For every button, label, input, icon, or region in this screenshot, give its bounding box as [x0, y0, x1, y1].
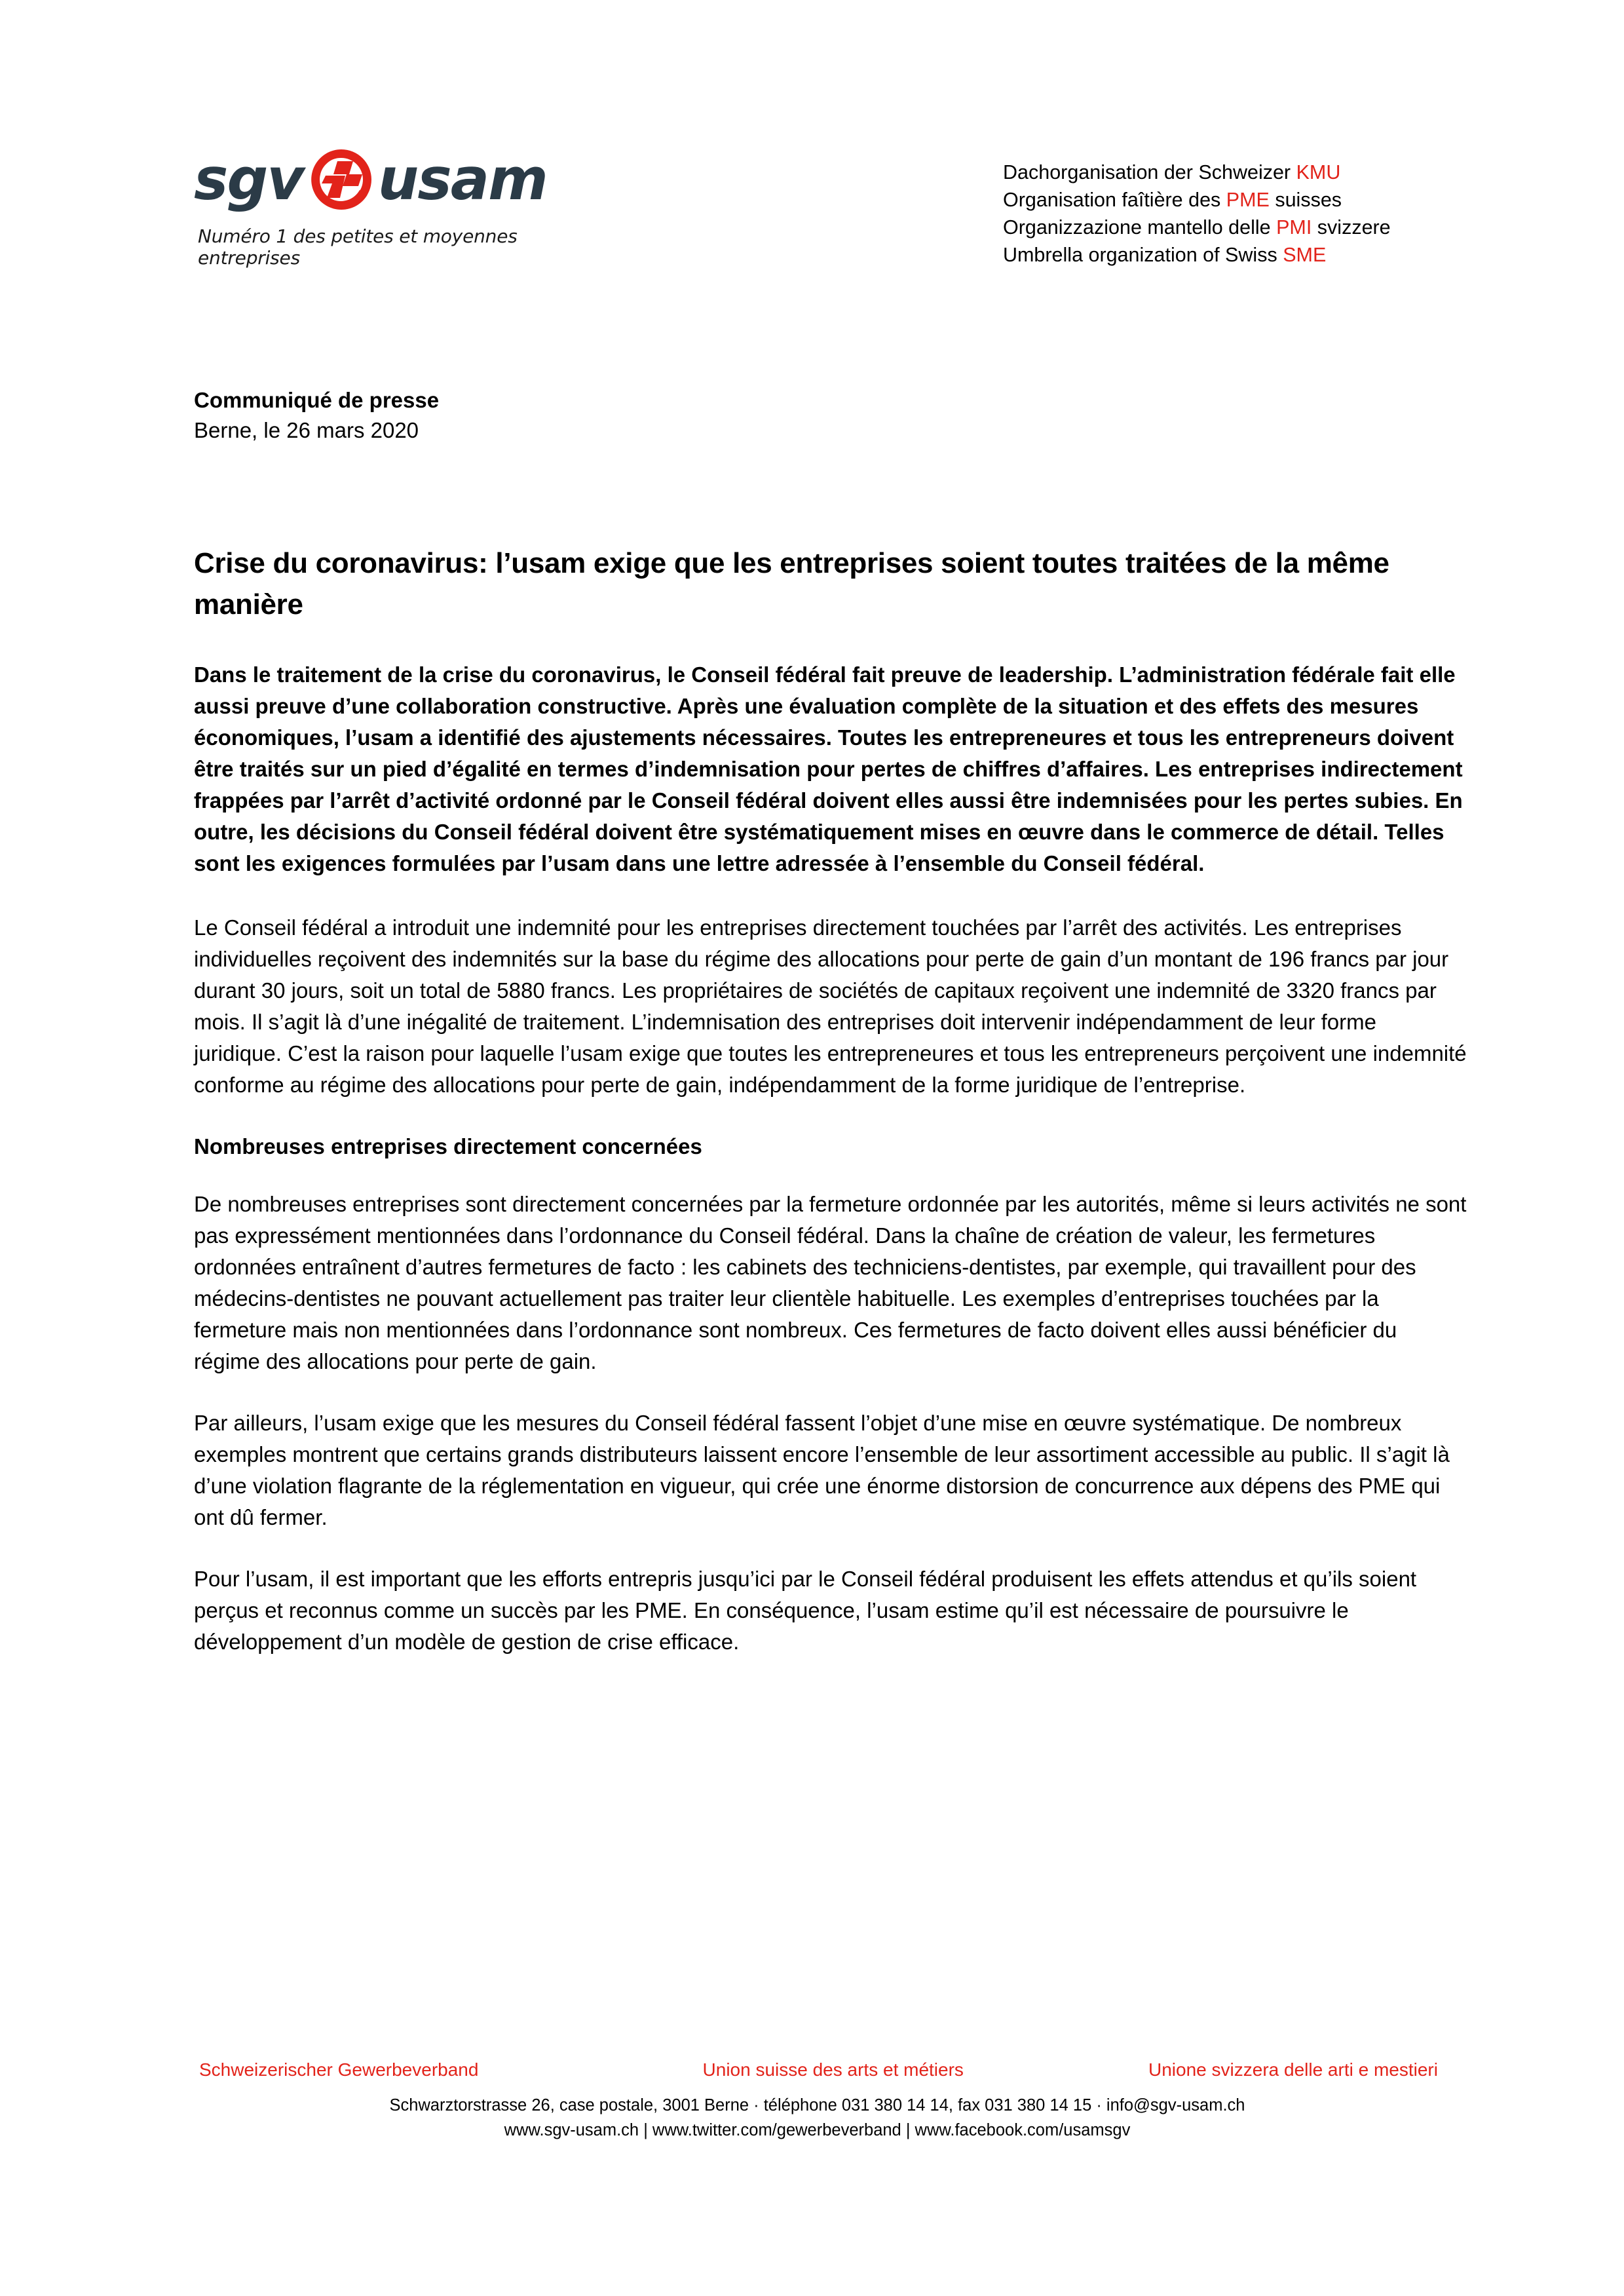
- dateline: Berne, le 26 mars 2020: [194, 418, 419, 442]
- document-footer: [194, 2057, 1441, 2143]
- footer-links-line[interactable]: www.sgv-usam.ch | www.twitter.com/gewerbeverband | www.facebook.com/usamsgv: [504, 2121, 1131, 2139]
- body-paragraph-4: Pour l’usam, il est important que les efforts entrepris jusqu’ici par le Conseil fédéral produisent les effets attendus et qu’ils soient perçus et reconnus comme un succès par les PME. En conséquence, l’usam estime qu’il est nécessaire de poursuivre le développement d’un modèle de gestion de crise efficace.: [194, 1567, 1417, 1654]
- org-line-fr-acronym: PME: [1226, 189, 1270, 211]
- footer-address-line: Schwarztorstrasse 26, case postale, 3001 Berne · téléphone 031 380 14 14, fax 031 380 14 15 · info@sgv-usam.ch: [389, 2096, 1245, 2114]
- logo-tagline: Numéro 1 des petites et moyennes entreprises: [198, 225, 518, 269]
- page-title: Crise du coronavirus: l’usam exige que les entreprises soient toutes traitées de la même manière: [194, 547, 1389, 621]
- logo-lockup: [194, 143, 613, 216]
- sgv-usam-logo: [194, 143, 613, 269]
- lead-paragraph: Dans le traitement de la crise du coronavirus, le Conseil fédéral fait preuve de leadership. L’administration fédérale fait elle aussi preuve d’une collaboration constructive. Après une évaluation complète de la situation et des effets des mesures économiques, l’usam a identifié des ajustements nécessaires. Toutes les entrepreneures et tous les entrepreneurs doivent être traités sur un pied d’égalité en termes d’indemnisation pour pertes de chiffres d’affaires. Les entreprises indirectement frappées par l’arrêt d’activité ordonné par le Conseil fédéral doivent elles aussi être indemnisées pour les pertes subies. En outre, les décisions du Conseil fédéral doivent être systématiquement mises en œuvre dans le commerce de détail. Telles sont les exigences formulées par l’usam dans une lettre adressée à l’ensemble du Conseil fédéral.: [194, 662, 1463, 875]
- logo-wordmark-sgv: sgv: [194, 145, 303, 213]
- article-content: [194, 543, 1468, 1688]
- footer-contact-details: [194, 2093, 1441, 2143]
- org-line-fr-text: Organisation faîtière des: [1003, 189, 1226, 211]
- org-line-en-acronym: SME: [1283, 244, 1327, 266]
- org-line-it-acronym: PMI: [1276, 216, 1312, 239]
- org-line-it-text: Organizzazione mantello delle: [1003, 216, 1277, 239]
- body-paragraph-2: De nombreuses entreprises sont directement concernées par la fermeture ordonnée par les autorités, même si leurs activités ne sont pas expressément mentionnées dans l’ordonnance du Conseil fédéral. Dans la chaîne de création de valeur, les fermetures ordonnées entraînent d’autres fermetures de facto : les cabinets des techniciens-dentistes, par exemple, qui travaillent pour des médecins-dentistes ne pouvant actuellement pas traiter leur clientèle habituelle. Les exemples d’entreprises touchées par la fermeture mais non mentionnées dans l’ordonnance sont nombreux. Ces fermetures de facto doivent elles aussi bénéficier du régime des allocations pour perte de gain.: [194, 1192, 1467, 1373]
- press-release-meta: [194, 385, 439, 446]
- footer-org-it: Unione svizzera delle arti e mestieri: [1148, 2059, 1438, 2080]
- org-line-it-suffix: svizzere: [1312, 216, 1391, 239]
- body-paragraph-1: Le Conseil fédéral a introduit une indemnité pour les entreprises directement touchées par l’arrêt des activités. Les entreprises individuelles reçoivent des indemnités sur la base du régime des allocations pour perte de gain d’un montant de 196 francs par jour durant 30 jours, soit un total de 5880 francs. Les propriétaires de sociétés de capitaux reçoivent une indemnité de 3320 francs par mois. Il s’agit là d’une inégalité de traitement. L’indemnisation des entreprises doit intervenir indépendamment de leur forme juridique. C’est la raison pour laquelle l’usam exige que toutes les entrepreneures et tous les entrepreneurs perçoivent une indemnité conforme au régime des allocations pour perte de gain, indépendamment de la forme juridique de l’entreprise.: [194, 915, 1467, 1097]
- section-subheading: Nombreuses entreprises directement concernées: [194, 1134, 702, 1158]
- document-header: [194, 143, 1467, 280]
- org-line-de-acronym: KMU: [1296, 161, 1341, 183]
- org-line-fr: [1003, 186, 1391, 214]
- org-line-en: [1003, 241, 1391, 269]
- footer-organization-names: [194, 2057, 1441, 2082]
- swiss-cross-circle-emblem-icon: [307, 145, 375, 214]
- logo-wordmark-usam: usam: [377, 145, 547, 213]
- organization-languages: [1003, 159, 1391, 269]
- org-line-it: [1003, 214, 1391, 241]
- org-line-de: [1003, 159, 1391, 186]
- press-release-label: Communiqué de presse: [194, 388, 440, 412]
- org-line-en-text: Umbrella organization of Swiss: [1003, 244, 1283, 266]
- body-paragraph-3: Par ailleurs, l’usam exige que les mesures du Conseil fédéral fassent l’objet d’une mise en œuvre systématique. De nombreux exemples montrent que certains grands distributeurs laissent encore l’ensemble de leur assortiment accessible au public. Il s’agit là d’une violation flagrante de la réglementation en vigueur, qui crée une énorme distorsion de concurrence aux dépens des PME qui ont dû fermer.: [194, 1411, 1450, 1529]
- footer-org-fr: Union suisse des arts et métiers: [702, 2059, 964, 2080]
- org-line-fr-suffix: suisses: [1269, 189, 1342, 211]
- footer-org-de: Schweizerischer Gewerbeverband: [199, 2059, 479, 2080]
- org-line-de-text: Dachorganisation der Schweizer: [1003, 161, 1296, 183]
